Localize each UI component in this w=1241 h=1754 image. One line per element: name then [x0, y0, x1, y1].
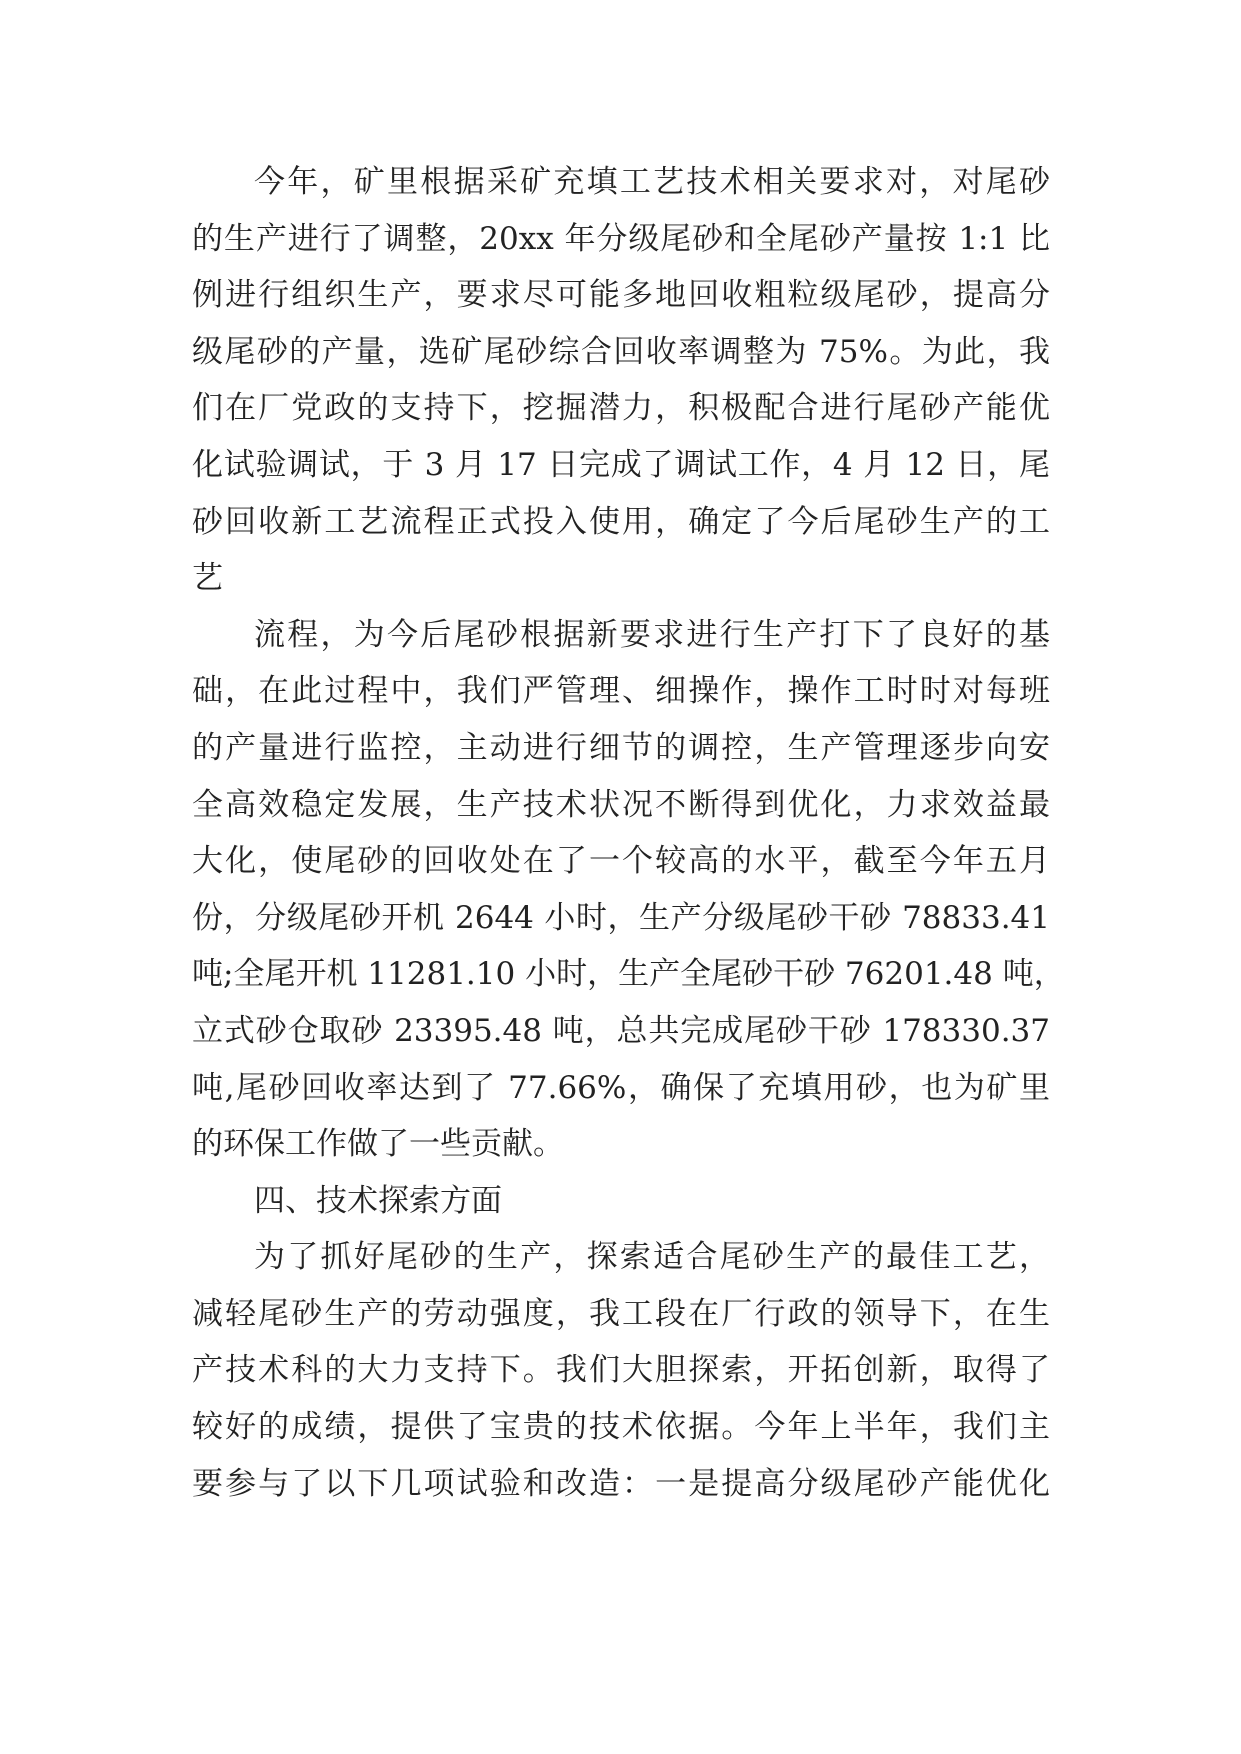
text-line: 砂回收新工艺流程正式投入使用，确定了今后尾砂生产的工 [192, 503, 1050, 540]
paragraph-production-results [192, 607, 1065, 1173]
text-line: 产技术科的大力支持下。我们大胆探索，开拓创新，取得了 [192, 1352, 1050, 1389]
text-line: 化试验调试，于 3 月 17 日完成了调试工作，4 月 12 日，尾 [192, 446, 1050, 483]
text-line: 吨;全尾开机 11281.10 小时，生产全尾砂干砂 76201.48 吨， [192, 956, 1065, 993]
text-line: 立式砂仓取砂 23395.48 吨，总共完成尾砂干砂 178330.37 [192, 1012, 1050, 1049]
text-line: 全高效稳定发展，生产技术状况不断得到优化，力求效益最 [192, 786, 1050, 823]
text-line: 为了抓好尾砂的生产，探索适合尾砂生产的最佳工艺， [254, 1239, 1050, 1276]
text-line: 们在厂党政的支持下，挖掘潜力，积极配合进行尾砂产能优 [192, 390, 1050, 427]
paragraph-technical-exploration [192, 1229, 1050, 1512]
text-line: 艺 [192, 560, 223, 597]
text-line: 吨,尾砂回收率达到了 77.66%，确保了充填用砂，也为矿里 [192, 1069, 1050, 1106]
text-line: 流程，为今后尾砂根据新要求进行生产打下了良好的基 [254, 616, 1050, 653]
document-body [192, 154, 1065, 1512]
text-line: 较好的成绩，提供了宝贵的技术依据。今年上半年，我们主 [192, 1409, 1050, 1446]
text-line: 的生产进行了调整，20xx 年分级尾砂和全尾砂产量按 1:1 比 [192, 220, 1050, 257]
text-line: 今年，矿里根据采矿充填工艺技术相关要求对，对尾砂 [254, 164, 1050, 200]
section-heading-technical-exploration [192, 1173, 1050, 1230]
text-line: 的产量进行监控，主动进行细节的调控，生产管理逐步向安 [192, 729, 1050, 766]
text-line: 的环保工作做了一些贡献。 [192, 1126, 564, 1163]
text-line: 础，在此过程中，我们严管理、细操作，操作工时时对每班 [192, 673, 1050, 710]
text-line: 减轻尾砂生产的劳动强度，我工段在厂行政的领导下，在生 [192, 1295, 1050, 1332]
text-line: 例进行组织生产，要求尽可能多地回收粗粒级尾砂，提高分 [192, 277, 1050, 314]
paragraph-tailings-adjustment [192, 154, 1050, 607]
text-line: 要参与了以下几项试验和改造：一是提高分级尾砂产能优化 [192, 1465, 1050, 1502]
section-heading: 四、技术探索方面 [254, 1182, 502, 1219]
text-line: 份，分级尾砂开机 2644 小时，生产分级尾砂干砂 78833.41 [192, 899, 1050, 936]
text-line: 级尾砂的产量，选矿尾砂综合回收率调整为 75%。为此，我 [192, 333, 1050, 370]
text-line: 大化，使尾砂的回收处在了一个较高的水平，截至今年五月 [192, 843, 1050, 880]
